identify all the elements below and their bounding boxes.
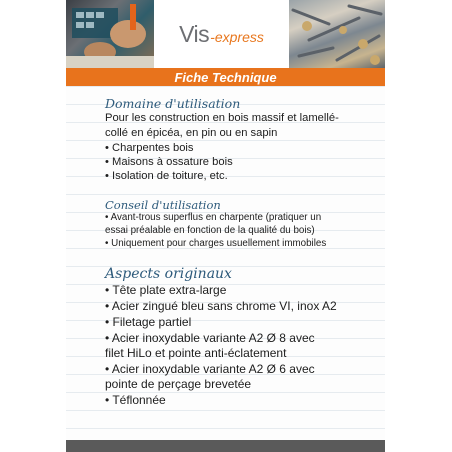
section-heading-domaine: Domaine d'utilisation (105, 96, 241, 111)
logo-main: Vis (179, 20, 210, 47)
brand-logo (154, 0, 289, 68)
conseil-line: • Uniquement pour charges usuellement immobiles (105, 238, 327, 249)
section-heading-conseil: Conseil d'utilisation (105, 198, 221, 212)
domaine-bullet: • Isolation de toiture, etc. (105, 170, 228, 182)
title-band (66, 68, 385, 86)
domaine-bullet: • Maisons à ossature bois (105, 156, 233, 168)
page-title: Fiche Technique (174, 69, 277, 85)
footer-bar (66, 440, 385, 452)
header-photo-screws (289, 0, 385, 68)
conseil-line: essai préalable en fonction de la qualité du bois) (105, 225, 315, 236)
aspects-line: • Acier inoxydable variante A2 Ø 8 avec (105, 331, 315, 345)
section-heading-aspects: Aspects originaux (105, 266, 232, 282)
aspects-line: pointe de perçage brevetée (105, 377, 252, 391)
logo-suffix: -express (210, 28, 264, 45)
aspects-line: • Téflonnée (105, 393, 166, 407)
technical-sheet (66, 0, 385, 452)
conseil-line: • Avant-trous superflus en charpente (pratiquer un (105, 212, 322, 223)
aspects-line: • Acier zingué bleu sans chrome VI, inox A2 (105, 299, 337, 313)
header-photo-tools (66, 0, 154, 68)
aspects-line: • Filetage partiel (105, 315, 192, 329)
header (66, 0, 385, 68)
aspects-line: filet HiLo et pointe anti-éclatement (105, 346, 287, 360)
domaine-bullet: • Charpentes bois (105, 142, 194, 154)
domaine-intro-line: collé en épicéa, en pin ou en sapin (105, 127, 278, 139)
domaine-intro-line: Pour les construction en bois massif et lamellé- (105, 112, 339, 124)
aspects-line: • Acier inoxydable variante A2 Ø 6 avec (105, 362, 315, 376)
aspects-line: • Tête plate extra-large (105, 283, 227, 297)
